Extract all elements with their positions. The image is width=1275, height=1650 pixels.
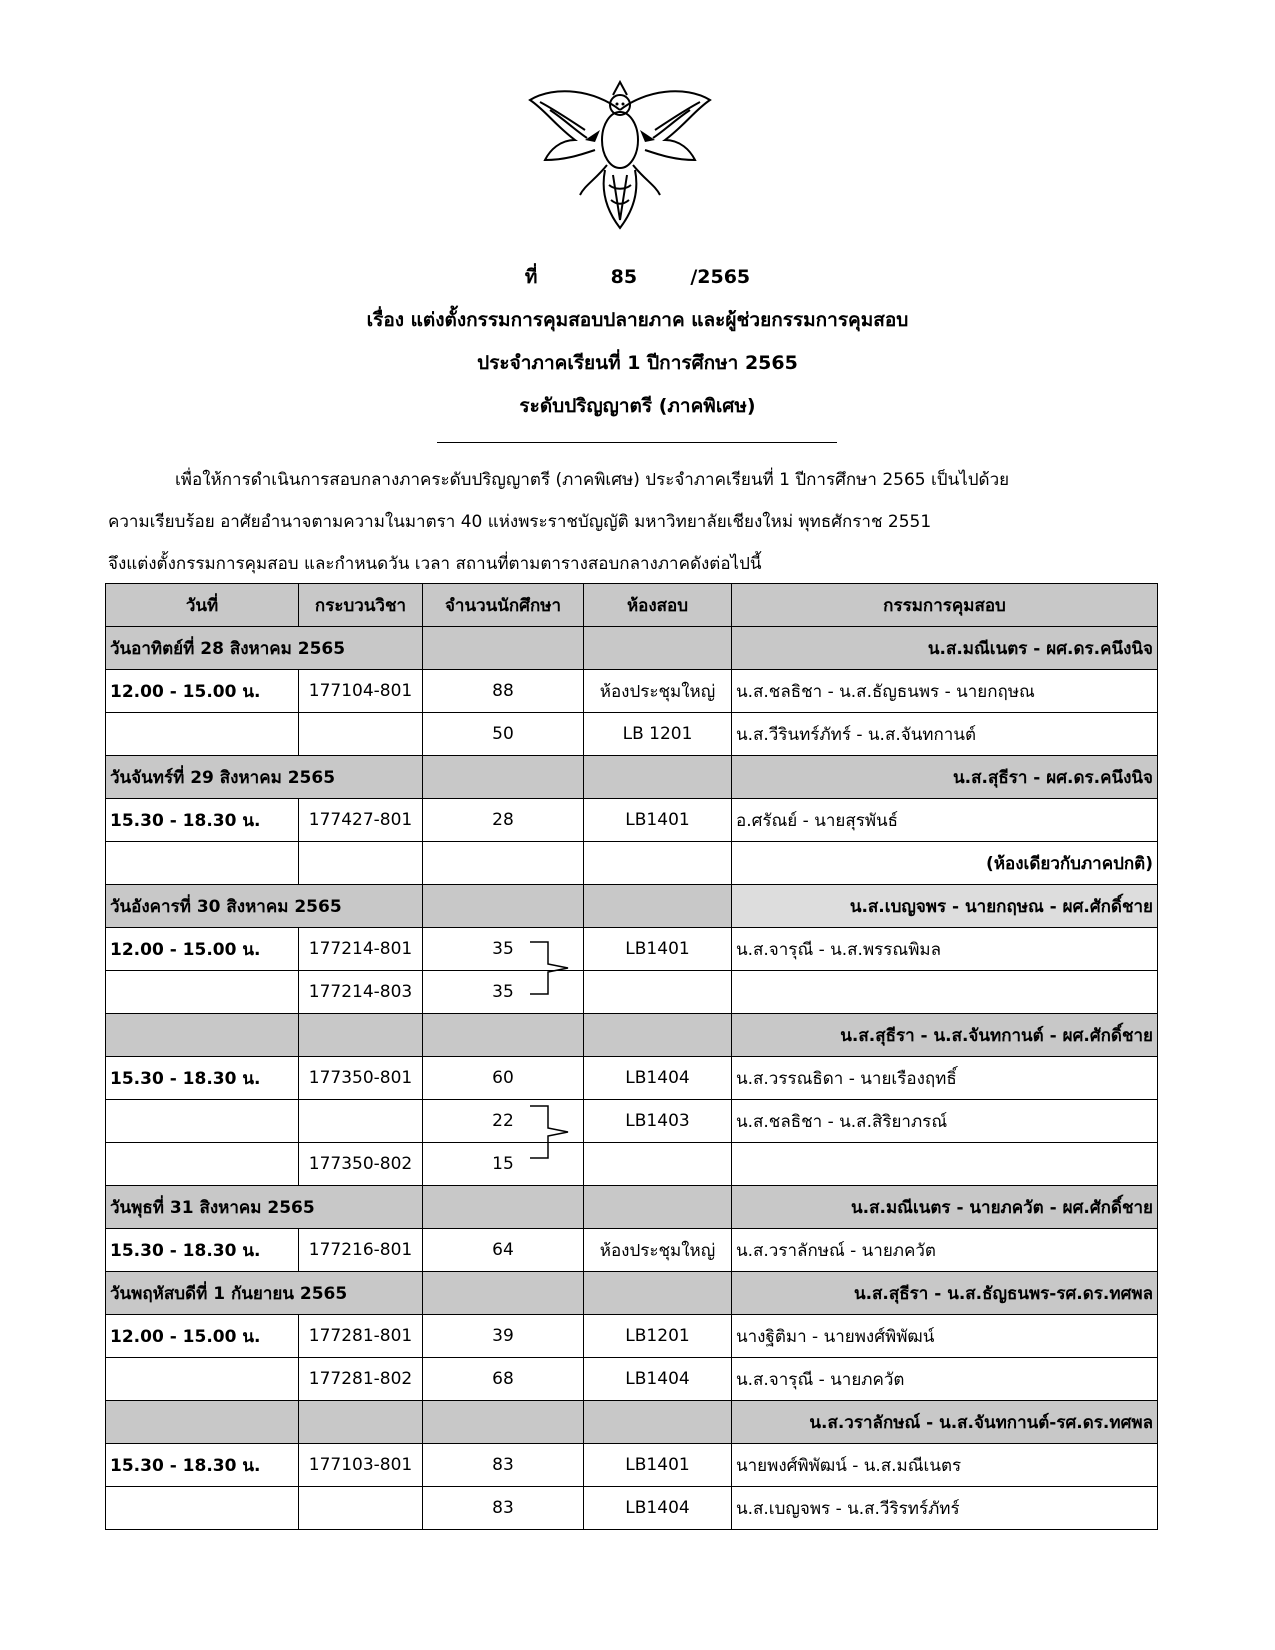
exam-time: 15.30 - 18.30 น. [106,1057,299,1100]
header-divider [437,442,837,443]
student-count: 64 [423,1229,584,1272]
exam-time [106,713,299,756]
student-count: 60 [423,1057,584,1100]
body-paragraph-2: ความเรียบร้อย อาศัยอำนาจตามความในมาตรา 40 แห่งพระราชบัญญัติ มหาวิทยาลัยเชียงใหม่ พุทธศักราช 2551 [108,512,932,532]
right-brace-icon [528,938,572,998]
exam-time: 15.30 - 18.30 น. [106,1229,299,1272]
header-room: ห้องสอบ [584,584,732,627]
exam-schedule-table [105,583,1158,1530]
header-students: จำนวนนักศึกษา [423,584,584,627]
document-semester: ประจำภาคเรียนที่ 1 ปีการศึกษา 2565 [477,352,798,374]
table-row [106,1229,1158,1272]
table-row [106,1358,1158,1401]
document-level: ระดับปริญญาตรี (ภาคพิเศษ) [519,395,756,417]
table-row-day [106,1401,1158,1444]
student-count: 35 [423,971,584,1014]
exam-time: 15.30 - 18.30 น. [106,799,299,842]
proctors: น.ส.เบญจพร - น.ส.วีริรทร์ภัทร์ [732,1487,1158,1530]
proctors: น.ส.ชลธิชา - น.ส.ธัญธนพร - นายกฤษณ [732,670,1158,713]
table-row-day [106,885,1158,928]
body-paragraph-1: เพื่อให้การดำเนินการสอบกลางภาคระดับปริญญาตรี (ภาคพิเศษ) ประจำภาคเรียนที่ 1 ปีการศึกษา 2565 เป็นไปด้วย [175,470,1010,490]
day-date: วันพฤหัสบดีที่ 1 กันยายน 2565 [106,1272,423,1315]
exam-room: LB1404 [584,1358,732,1401]
exam-time [106,1143,299,1186]
exam-room: LB1404 [584,1487,732,1530]
course-code: 177427-801 [299,799,423,842]
student-count: 15 [423,1143,584,1186]
exam-room: LB 1201 [584,713,732,756]
course-code: 177104-801 [299,670,423,713]
proctors: น.ส.จารุณี - นายภควัต [732,1358,1158,1401]
course-code: 177350-801 [299,1057,423,1100]
day-committee: น.ส.มณีเนตร - ผศ.ดร.คนึงนิจ [732,627,1158,670]
exam-room: LB1403 [584,1100,732,1143]
day-date: วันพุธที่ 31 สิงหาคม 2565 [106,1186,423,1229]
table-row [106,928,1158,971]
exam-room: LB1404 [584,1057,732,1100]
course-code: 177214-803 [299,971,423,1014]
exam-room: ห้องประชุมใหญ่ [584,670,732,713]
proctors: นางฐิติมา - นายพงศ์พิพัฒน์ [732,1315,1158,1358]
day-committee: น.ส.วราลักษณ์ - น.ส.จันทกานต์-รศ.ดร.ทศพล [732,1401,1158,1444]
course-code: 177214-801 [299,928,423,971]
exam-time: 12.00 - 15.00 น. [106,928,299,971]
student-count: 83 [423,1487,584,1530]
exam-time: 15.30 - 18.30 น. [106,1444,299,1487]
day-date: วันอาทิตย์ที่ 28 สิงหาคม 2565 [106,627,423,670]
table-row-day [106,627,1158,670]
exam-room: ห้องประชุมใหญ่ [584,1229,732,1272]
course-code [299,713,423,756]
exam-time [106,1358,299,1401]
student-count: 28 [423,799,584,842]
table-row [106,1057,1158,1100]
proctors: น.ส.จารุณี - น.ส.พรรณพิมล [732,928,1158,971]
student-count: 50 [423,713,584,756]
exam-room: LB1401 [584,1444,732,1487]
header-committee: กรรมการคุมสอบ [732,584,1158,627]
student-count: 68 [423,1358,584,1401]
day-committee: น.ส.มณีเนตร - นายภควัต - ผศ.ศักดิ์ชาย [732,1186,1158,1229]
day-committee: น.ส.สุธีรา - ผศ.ดร.คนึงนิจ [732,756,1158,799]
number-year: /2565 [690,266,751,288]
day-date [106,1014,299,1057]
course-code: 177281-802 [299,1358,423,1401]
table-row-day [106,756,1158,799]
day-committee: น.ส.สุธีรา - น.ส.จันทกานต์ - ผศ.ศักดิ์ชาย [732,1014,1158,1057]
exam-room: LB1401 [584,928,732,971]
exam-time [106,1487,299,1530]
table-row-note [106,842,1158,885]
table-row-day [106,1272,1158,1315]
garuda-emblem-icon [525,80,715,230]
course-code: 177350-802 [299,1143,423,1186]
number-value: 85 [610,266,638,288]
proctors: อ.ศรัณย์ - นายสุรพันธ์ [732,799,1158,842]
document-subject: เรื่อง แต่งตั้งกรรมการคุมสอบปลายภาค และผู้ช่วยกรรมการคุมสอบ [366,309,909,331]
student-count: 22 [423,1100,584,1143]
day-committee: น.ส.เบญจพร - นายกฤษณ - ผศ.ศักดิ์ชาย [732,885,1158,928]
exam-time [106,1100,299,1143]
room-note: (ห้องเดียวกับภาคปกติ) [732,842,1158,885]
table-header-row [106,584,1158,627]
student-count: 39 [423,1315,584,1358]
table-row [106,713,1158,756]
exam-room: LB1401 [584,799,732,842]
exam-room [584,971,732,1014]
proctors: นายพงศ์พิพัฒน์ - น.ส.มณีเนตร [732,1444,1158,1487]
student-count: 88 [423,670,584,713]
table-row [106,670,1158,713]
exam-room: LB1201 [584,1315,732,1358]
table-row-day [106,1014,1158,1057]
proctors: น.ส.ชลธิชา - น.ส.สิริยาภรณ์ [732,1100,1158,1143]
course-code [299,1487,423,1530]
exam-time [106,971,299,1014]
day-date: วันจันทร์ที่ 29 สิงหาคม 2565 [106,756,423,799]
student-count: 83 [423,1444,584,1487]
exam-room [584,1143,732,1186]
day-date: วันอังคารที่ 30 สิงหาคม 2565 [106,885,423,928]
proctors [732,971,1158,1014]
table-row [106,971,1158,1014]
header-course: กระบวนวิชา [299,584,423,627]
table-row [106,1143,1158,1186]
proctors: น.ส.วราลักษณ์ - นายภควัต [732,1229,1158,1272]
proctors: น.ส.วีรินทร์ภัทร์ - น.ส.จันทกานต์ [732,713,1158,756]
right-brace-icon [528,1102,572,1162]
student-count: 35 [423,928,584,971]
header-date: วันที่ [106,584,299,627]
course-code [299,1100,423,1143]
number-label: ที่ [524,266,538,288]
proctors: น.ส.วรรณธิดา - นายเรืองฤทธิ์ [732,1057,1158,1100]
course-code: 177216-801 [299,1229,423,1272]
table-row [106,1100,1158,1143]
day-date [106,1401,299,1444]
table-row [106,1487,1158,1530]
table-row [106,1315,1158,1358]
body-paragraph-3: จึงแต่งตั้งกรรมการคุมสอบ และกำหนดวัน เวลา สถานที่ตามตารางสอบกลางภาคดังต่อไปนี้ [108,554,762,574]
exam-time: 12.00 - 15.00 น. [106,1315,299,1358]
exam-time: 12.00 - 15.00 น. [106,670,299,713]
day-committee: น.ส.สุธีรา - น.ส.ธัญธนพร-รศ.ดร.ทศพล [732,1272,1158,1315]
course-code: 177103-801 [299,1444,423,1487]
proctors [732,1143,1158,1186]
course-code: 177281-801 [299,1315,423,1358]
table-row-day [106,1186,1158,1229]
table-row [106,1444,1158,1487]
document-number [0,262,1275,292]
table-row [106,799,1158,842]
